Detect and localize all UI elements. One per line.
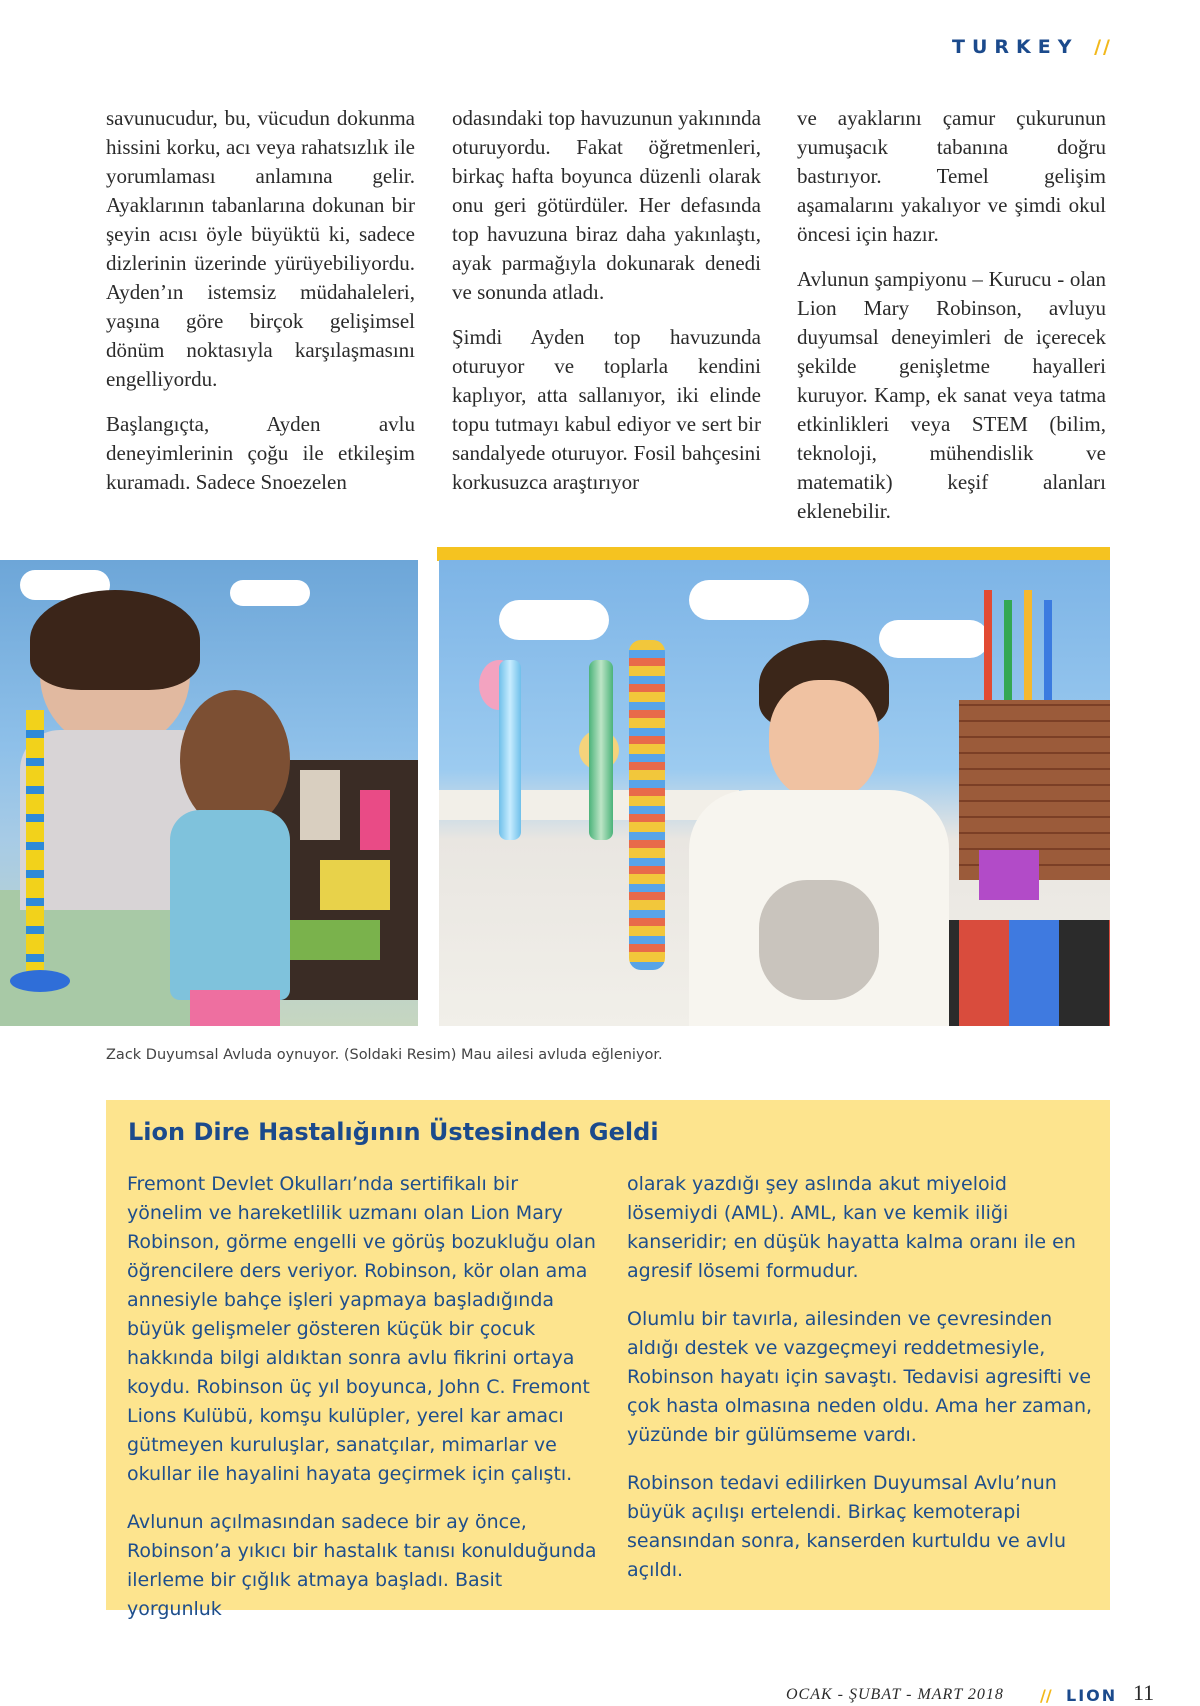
woman-hair bbox=[30, 590, 200, 690]
book bbox=[320, 860, 390, 910]
sidebar-column-1 bbox=[127, 1170, 597, 1643]
cloud-decoration bbox=[230, 580, 310, 606]
header-slashes: // bbox=[1094, 36, 1112, 58]
magazine-brand: LION bbox=[1066, 1686, 1118, 1705]
sensory-tube bbox=[499, 660, 521, 840]
boy-shirt-print bbox=[759, 880, 879, 1000]
issue-date: OCAK - ŞUBAT - MART 2018 bbox=[786, 1686, 1004, 1703]
sidebar-title: Lion Dire Hastalığının Üstesinden Geldi bbox=[128, 1118, 659, 1146]
paragraph: savunucudur, bu, vücudun dokunma hissini korku, acı veya rahatsızlık ile yorumlaması anlamına gelir. Ayaklarının tabanlarına dokunan bir şeyin acısı öyle büyüktü ki, sadece dizlerinin üzerinde yürüyebiliyordu. Ayden’ın istemsiz müdahaleleri, yaşına göre birçok gelişimsel dönüm noktasıyla karşılaşmasını engelliyordu. bbox=[106, 106, 415, 391]
sidebar-paragraph: Olumlu bir tavırla, ailesinden ve çevresinden aldığı destek ve vazgeçmeyi reddetmesiyle, Robinson hayatı için savaştı. Tedavisi agresifti ve çok hasta olmasına neden oldu. Ama her zaman, yüzünde bir gülümseme vardı. bbox=[627, 1308, 1093, 1446]
storage-bin bbox=[979, 850, 1039, 900]
photo-family-stacking-blocks bbox=[0, 560, 418, 1026]
article-column-3 bbox=[797, 104, 1106, 542]
article-column-2 bbox=[452, 104, 761, 513]
block-tower bbox=[26, 710, 44, 980]
photo-caption: Zack Duyumsal Avluda oynuyor. (Soldaki Resim) Mau ailesi avluda eğleniyor. bbox=[106, 1047, 663, 1063]
sensory-tube bbox=[589, 660, 613, 840]
girl-body bbox=[170, 810, 290, 1000]
paragraph: ve ayaklarını çamur çukurunun yumuşacık tabanına doğru bastırıyor. Temel gelişim aşamalarını yakalıyor ve şimdi okul öncesi için hazır. bbox=[797, 106, 1106, 246]
footer-slashes: // bbox=[1040, 1686, 1052, 1705]
sidebar-column-2 bbox=[627, 1170, 1097, 1604]
section-header bbox=[952, 36, 1112, 58]
paragraph: Avlunun şampiyonu – Kurucu - olan Lion Mary Robinson, avluyu duyumsal deneyimleri de içerecek şekilde genişletme hayalleri kuruyor. Kamp, ek sanat veya tatma etkinlikleri veya STEM (bilim, teknoloji, mühendislik ve matematik) keşif alanları eklenebilir. bbox=[797, 267, 1106, 523]
article-column-1 bbox=[106, 104, 415, 513]
boy-face bbox=[769, 680, 879, 800]
book bbox=[300, 770, 340, 840]
girl-hair bbox=[180, 690, 290, 830]
sidebar-paragraph: Fremont Devlet Okulları’nda sertifikalı bir yönelim ve hareketlilik uzmanı olan Lion Mary Robinson, görme engelli ve görüş bozukluğu olan öğrencilere ders veriyor. Robinson, kör olan ama annesiyle bahçe işleri yapmaya başladığında büyük gelişmeler gösteren küçük bir çocuk hakkında bilgi aldıktan sonra avlu fikrini ortaya koydu. Robinson üç yıl boyunca, John C. Fremont Lions Kulübü, komşu kulüpler, yerel kar amacı gütmeyen kuruluşlar, sanatçılar, mimarlar ve okullar ile hayalini hayata geçirmek için çalıştı. bbox=[127, 1173, 596, 1485]
sidebar-paragraph: Robinson tedavi edilirken Duyumsal Avlu’nun büyük açılışı ertelendi. Birkaç kemoterapi seansından sonra, kanserden kurtuldu ve avlu açıldı. bbox=[627, 1472, 1066, 1581]
cloud-decoration bbox=[689, 580, 809, 620]
paragraph: Başlangıçta, Ayden avlu deneyimlerinin çoğu ile etkileşim kuramadı. Sadece Snoezelen bbox=[106, 412, 415, 494]
cloud-decoration bbox=[499, 600, 609, 640]
color-pole bbox=[1024, 590, 1032, 700]
block-tower-base bbox=[10, 970, 70, 992]
girl-pants bbox=[190, 990, 280, 1026]
photo-boy-sensory-tube bbox=[439, 560, 1110, 1026]
paragraph: Şimdi Ayden top havuzunda oturuyor ve toplarla kendini kaplıyor, atta sallanıyor, iki elinde topu tutmayı kabul ediyor ve sert bir sandalyede oturuyor. Fosil bahçesini korkusuzca araştırıyor bbox=[452, 325, 761, 494]
color-pole bbox=[984, 590, 992, 700]
country-label: TURKEY bbox=[952, 36, 1079, 58]
paragraph: odasındaki top havuzunun yakınında oturuyordu. Fakat öğretmenleri, birkaç hafta boyunca düzenli olarak onu geri götürdüler. Her defasında top havuzuna biraz daha yakınlaştı, ayak parmağıyla dokunarak denedi ve sonunda atladı. bbox=[452, 106, 761, 304]
photo-accent-bar bbox=[437, 547, 1110, 561]
page-number: 11 bbox=[1133, 1680, 1155, 1705]
book bbox=[360, 790, 390, 850]
sensory-tube bbox=[629, 640, 665, 970]
color-pole bbox=[1044, 600, 1052, 700]
color-pole bbox=[1004, 600, 1012, 700]
cloud-decoration bbox=[879, 620, 989, 658]
sidebar-paragraph: Avlunun açılmasından sadece bir ay önce, Robinson’a yıkıcı bir hastalık tanısı konulduğunda ilerleme bir çığlık atmaya başladı. Basit yorgunluk bbox=[127, 1511, 597, 1620]
sidebar-paragraph: olarak yazdığı şey aslında akut miyeloid lösemiydi (AML). AML, kan ve kemik iliği kanseridir; en düşük hayatta kalma oranı ile en agresif lösemi formudur. bbox=[627, 1173, 1076, 1282]
